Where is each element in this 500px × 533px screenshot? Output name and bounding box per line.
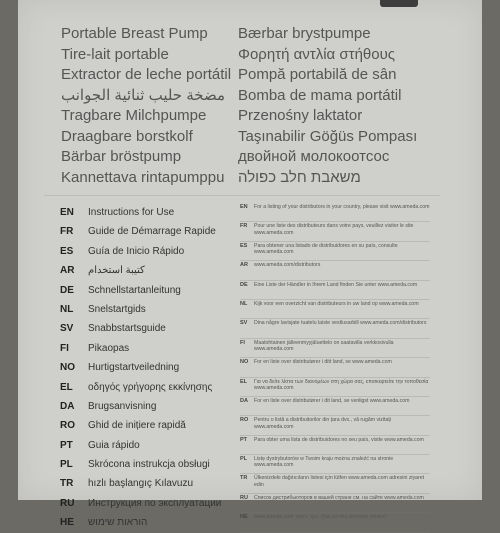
- titles-right-column: [238, 24, 438, 188]
- lang-row-da: [60, 397, 230, 416]
- lang-title: Guia rápido: [88, 439, 140, 451]
- web-text: Ülkenizdeki dağıtıcıların listesi için lütfen www.ameda.com adresini ziyaret edin: [254, 475, 425, 488]
- distributor-info-list: [240, 203, 430, 533]
- web-text: Eine Liste der Händler in Ihrem Land finden Sie unter www.ameda.com: [254, 281, 418, 288]
- web-text: Pour une liste des distributeurs dans votre pays, veuillez visiter le site www.ameda.com: [254, 223, 414, 236]
- web-text: Pentru o listă a distribuitorilor din țara dvs., vă rugăm vizitați www.ameda.com: [254, 417, 391, 430]
- title-fi: Kannettava rintapumppu: [61, 168, 225, 186]
- lang-code: FR: [60, 226, 74, 238]
- lang-code: TR: [60, 478, 74, 490]
- web-code: SV: [240, 320, 248, 327]
- lang-title: كتيبة استخدام: [88, 265, 145, 277]
- brand-tab-mark: [380, 0, 418, 7]
- web-code: ES: [240, 242, 248, 249]
- title-fr: Tire-lait portable: [61, 45, 169, 63]
- title-he: משאבת חלב כפולה: [238, 168, 361, 186]
- title-en: Portable Breast Pump: [61, 25, 208, 42]
- web-row-ar: [240, 261, 430, 280]
- title-pl: Przenośny laktator: [238, 107, 363, 124]
- lang-row-pt: [60, 436, 230, 455]
- lang-title: Schnellstartanleitung: [88, 284, 181, 296]
- title-el: Φορητή αντλία στήθους: [238, 45, 396, 63]
- title-ru: двойной молокоотсос: [238, 148, 390, 165]
- web-row-ro: [240, 416, 430, 435]
- lang-code: RU: [60, 497, 75, 509]
- lang-title: Guide de Démarrage Rapide: [88, 226, 216, 238]
- web-code: NO: [240, 359, 249, 366]
- web-code: NL: [240, 300, 248, 307]
- title-sv: Bärbar bröstpump: [61, 148, 182, 165]
- lang-code: AR: [60, 265, 75, 277]
- lang-title: Snelstartgids: [88, 303, 146, 315]
- title-nl: Draagbare borstkolf: [61, 127, 193, 145]
- web-row-ru: [240, 494, 430, 513]
- title-es: Extractor de leche portátil: [61, 66, 232, 83]
- lang-title: הוראות שימוש: [88, 517, 148, 529]
- title-no: Bærbar brystpumpe: [238, 25, 371, 42]
- web-code: DE: [240, 281, 248, 288]
- web-code: RO: [240, 417, 249, 424]
- lang-title: Brugsanvisning: [88, 400, 157, 412]
- lang-title: hızlı başlangıç Kılavuzu: [88, 478, 194, 490]
- web-row-nl: [240, 300, 430, 319]
- title-ar: مضخة حليب ثنائية الجوانب: [61, 86, 226, 104]
- web-code: FI: [240, 339, 245, 346]
- web-text: Para obter uma lista de distribuidores no seu país, visite www.ameda.com: [254, 436, 424, 443]
- web-text: www.ameda.com לרשימת המפיצים במדינה שלך, בקר באתר: [254, 514, 388, 521]
- web-text: For a listing of your distributors in your country, please visit www.ameda.com: [254, 204, 430, 210]
- web-code: AR: [240, 262, 248, 269]
- lang-title: Hurtigstartveiledning: [88, 362, 180, 374]
- title-de: Tragbare Milchpumpe: [61, 107, 207, 124]
- web-code: RU: [240, 494, 248, 501]
- section-divider: [44, 195, 440, 196]
- lang-row-ru: [60, 494, 230, 513]
- web-code: EN: [240, 204, 248, 210]
- web-row-no: [240, 358, 430, 377]
- lang-title: Snabbstartsguide: [88, 323, 166, 335]
- lang-code: NO: [60, 362, 75, 374]
- web-text: Список дистрибьюторов в вашей стране см. на сайте www.ameda.com: [254, 494, 424, 501]
- lang-code: PL: [60, 459, 73, 471]
- web-text: Για να δείτε λίστα των διανομέων στη χώρα σας, επισκεφτείτε την τοποθεσία www.ameda.com: [254, 378, 429, 391]
- web-text: Maatohtainen jälleenmyyjäluettelo on saatavilla verkkosivulla www.ameda.com: [254, 339, 394, 353]
- lang-row-en: [60, 203, 230, 222]
- web-row-tr: [240, 474, 430, 493]
- lang-row-nl: [60, 300, 230, 319]
- lang-code: NL: [60, 303, 74, 315]
- web-row-es: [240, 242, 430, 261]
- lang-row-tr: [60, 474, 230, 493]
- web-row-sv: [240, 319, 430, 338]
- lang-row-he: [60, 513, 230, 532]
- lang-code: ES: [60, 245, 74, 257]
- lang-title: οδηγός γρήγορης εκκίνησης: [88, 381, 213, 393]
- lang-title: Pikaopas: [88, 342, 130, 354]
- web-row-el: [240, 378, 430, 397]
- web-code: PT: [240, 436, 248, 443]
- web-text: Listę dystrybutorów w Twoim kraju można znaleźć na stronie www.ameda.com: [254, 456, 394, 469]
- lang-code: RO: [60, 420, 75, 432]
- lang-row-no: [60, 358, 230, 377]
- web-code: HE: [240, 514, 248, 521]
- lang-title: Инструкция по эксплуатации: [88, 497, 222, 509]
- web-row-de: [240, 281, 430, 300]
- lang-code: PT: [60, 439, 73, 451]
- web-row-fi: [240, 339, 430, 358]
- lang-row-es: [60, 242, 230, 261]
- web-text: Para obtener una listado de distribuidores en su país, consulte www.ameda.com: [254, 242, 398, 256]
- web-text: Kijk voor een overzicht van distributeurs in uw land op www.ameda.com: [254, 300, 419, 307]
- lang-row-de: [60, 281, 230, 300]
- lang-title: Skrócona instrukcja obsługi: [88, 459, 210, 471]
- title-ro: Pompă portabilă de sân: [238, 66, 397, 83]
- title-tr: Taşınabilir Göğüs Pompası: [238, 127, 418, 145]
- web-row-pl: [240, 455, 430, 474]
- lang-row-el: [60, 378, 230, 397]
- lang-title: Guía de Inicio Rápido: [88, 245, 185, 257]
- lang-row-ar: [60, 261, 230, 280]
- lang-row-pl: [60, 455, 230, 474]
- lang-code: DE: [60, 284, 74, 296]
- lang-code: SV: [60, 323, 74, 335]
- lang-title: Ghid de inițiere rapidă: [88, 420, 186, 432]
- lang-row-fr: [60, 222, 230, 241]
- web-row-he: [240, 513, 430, 532]
- web-code: DA: [240, 397, 248, 404]
- language-guide-list: [60, 203, 230, 533]
- web-code: FR: [240, 223, 248, 230]
- title-pt: Bomba de mama portátil: [238, 86, 402, 104]
- lang-code: EL: [60, 381, 73, 393]
- lang-code: DA: [60, 400, 75, 412]
- lang-code: FI: [60, 342, 69, 354]
- lang-row-sv: [60, 319, 230, 338]
- web-text: www.ameda.com/distributors: [254, 262, 321, 269]
- web-text: Dina någre lavisjate tuatelu laiste vestlusarbill www.ameda.com/distributors: [254, 320, 427, 327]
- titles-left-column: [61, 24, 261, 188]
- lang-code: EN: [60, 207, 74, 218]
- web-row-pt: [240, 436, 430, 455]
- web-code: PL: [240, 456, 248, 463]
- web-code: TR: [240, 475, 248, 482]
- web-row-fr: [240, 222, 430, 241]
- lang-code: HE: [60, 517, 74, 529]
- web-text: For en liste over distributører i dit land, se venligst www.ameda.com: [254, 397, 410, 404]
- web-text: For en liste over distributører i ditt land, se www.ameda.com: [254, 359, 392, 366]
- lang-title: Instructions for Use: [88, 207, 175, 218]
- web-row-da: [240, 397, 430, 416]
- lang-row-fi: [60, 339, 230, 358]
- web-code: EL: [240, 378, 248, 385]
- lang-row-ro: [60, 416, 230, 435]
- web-row-en: [240, 203, 430, 222]
